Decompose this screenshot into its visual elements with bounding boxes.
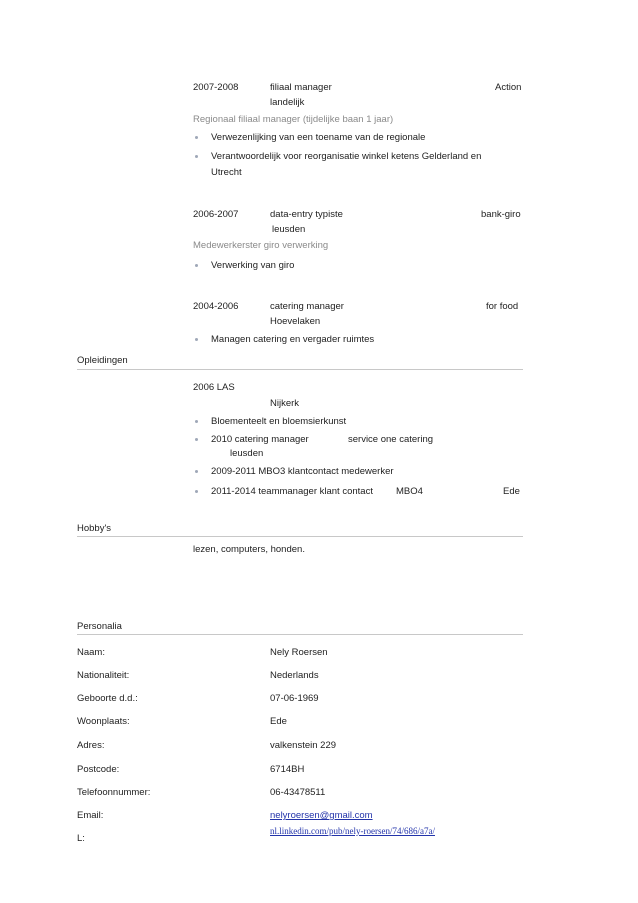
value-address: valkenstein 229 [270,740,337,751]
job-1-title: filiaal manager [270,82,332,93]
education-item-2-place: leusden [230,448,264,459]
value-birthdate: 07-06-1969 [270,693,319,704]
job-3-place: Hoevelaken [270,316,321,327]
value-nationality: Nederlands [270,670,319,681]
job-2-place: leusden [272,224,306,235]
education-heading: Opleidingen [77,355,128,366]
education-item-4-place: Ede [503,486,520,497]
value-name: Nely Roersen [270,647,328,658]
education-first-place: Nijkerk [270,398,300,409]
education-item-4: 2011-2014 teammanager klant contact [211,486,373,497]
job-2-company: bank-giro [481,209,521,220]
job-2-bullet-1: Verwerking van giro [211,260,295,271]
label-email: Email: [77,810,104,821]
value-residence: Ede [270,716,287,727]
job-1-bullet-1: Verwezenlijking van een toename van de regionale [211,132,426,143]
education-item-4-level: MBO4 [396,486,423,497]
value-phone: 06-43478511 [270,787,326,798]
job-1-subtitle: Regionaal filiaal manager (tijdelijke baan 1 jaar) [193,114,394,125]
job-2-years: 2006-2007 [193,209,239,220]
job-2-title: data-entry typiste [270,209,343,220]
job-1-bullet-2-continuation: Utrecht [211,167,242,178]
job-3-bullet-1: Managen catering en vergader ruimtes [211,334,375,345]
education-divider [77,369,523,370]
value-postcode: 6714BH [270,764,305,775]
job-3-years: 2004-2006 [193,301,239,312]
personal-heading: Personalia [77,621,122,632]
label-name: Naam: [77,647,105,658]
label-postcode: Postcode: [77,764,120,775]
label-phone: Telefoonnummer: [77,787,151,798]
label-residence: Woonplaats: [77,716,130,727]
job-1-place: landelijk [270,97,305,108]
education-item-2: 2010 catering manager [211,434,309,445]
job-2-subtitle: Medewerkerster giro verwerking [193,240,329,251]
education-item-2-school: service one catering [348,434,434,445]
label-linkedin: L: [77,833,85,844]
label-address: Adres: [77,740,105,751]
job-3-company: for food [486,301,519,312]
education-item-1: Bloementeelt en bloemsierkunst [211,416,347,427]
hobbies-text: lezen, computers, honden. [193,544,305,555]
job-3-title: catering manager [270,301,344,312]
linkedin-link[interactable]: nl.linkedin.com/pub/nely-roersen/74/686/a7a/ [270,826,435,836]
job-1-bullet-2: Verantwoordelijk voor reorganisatie winkel ketens Gelderland en [211,151,482,162]
job-1-company: Action [495,82,522,93]
hobbies-divider [77,536,523,537]
education-item-3: 2009-2011 MBO3 klantcontact medewerker [211,466,394,477]
hobbies-heading: Hobby's [77,523,112,534]
label-nationality: Nationaliteit: [77,670,130,681]
personal-divider [77,634,523,635]
email-link[interactable]: nelyroersen@gmail.com [270,810,373,821]
label-birthdate: Geboorte d.d.: [77,693,138,704]
education-first-line: 2006 LAS [193,382,235,393]
job-1-years: 2007-2008 [193,82,239,93]
